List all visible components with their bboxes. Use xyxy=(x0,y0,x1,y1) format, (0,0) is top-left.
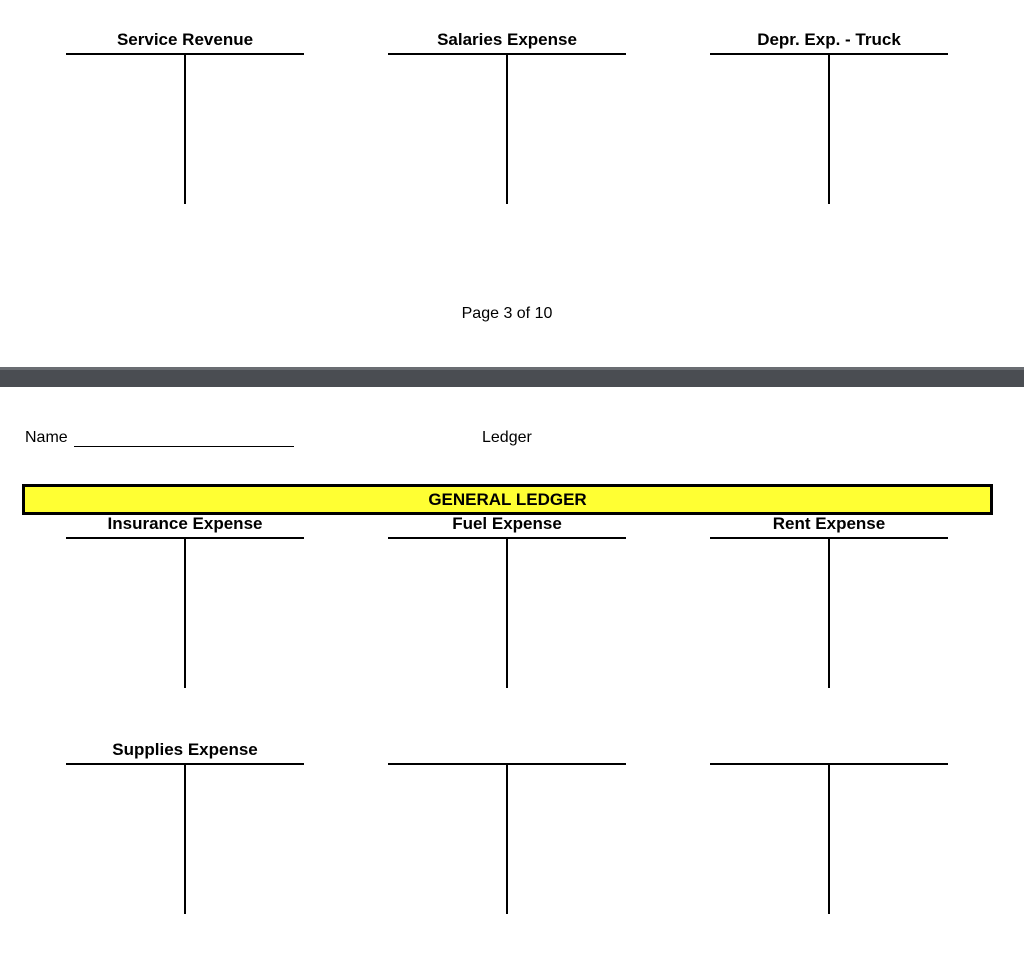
t-account-vertical-line xyxy=(828,54,830,204)
t-account-supplies-expense xyxy=(66,738,304,914)
t-account-vertical-line xyxy=(828,764,830,914)
t-account-title: Rent Expense xyxy=(772,514,886,533)
t-account-vertical-line xyxy=(828,538,830,688)
t-account-title: Salaries Expense xyxy=(437,30,577,49)
t-account-vertical-line xyxy=(506,764,508,914)
t-account-service-revenue xyxy=(66,28,304,204)
t-account-title: Service Revenue xyxy=(116,30,254,49)
t-account-blank-2 xyxy=(710,738,948,914)
t-account-vertical-line xyxy=(184,764,186,914)
t-account-title: Insurance Expense xyxy=(107,514,263,533)
page-divider xyxy=(0,367,1024,387)
page-divider-edge xyxy=(0,367,1024,370)
t-account-blank-1 xyxy=(388,738,626,914)
page-number: Page 3 of 10 xyxy=(461,305,553,322)
t-account-fuel-expense xyxy=(388,512,626,688)
t-account-vertical-line xyxy=(184,538,186,688)
t-account-vertical-line xyxy=(506,54,508,204)
t-account-salaries-expense xyxy=(388,28,626,204)
name-label: Name xyxy=(25,429,68,446)
general-ledger-banner: GENERAL LEDGER xyxy=(22,484,993,515)
t-account-title xyxy=(388,738,626,762)
t-account-vertical-line xyxy=(506,538,508,688)
t-account-insurance-expense xyxy=(66,512,304,688)
t-account-vertical-line xyxy=(184,54,186,204)
t-account-title xyxy=(710,738,948,762)
t-account-depr-exp-truck xyxy=(710,28,948,204)
t-account-title: Fuel Expense xyxy=(452,514,562,533)
ledger-label: Ledger xyxy=(482,429,532,446)
t-account-title: Depr. Exp. - Truck xyxy=(757,30,901,49)
name-blank-line xyxy=(74,446,294,447)
t-account-rent-expense xyxy=(710,512,948,688)
t-account-title: Supplies Expense xyxy=(112,740,258,759)
